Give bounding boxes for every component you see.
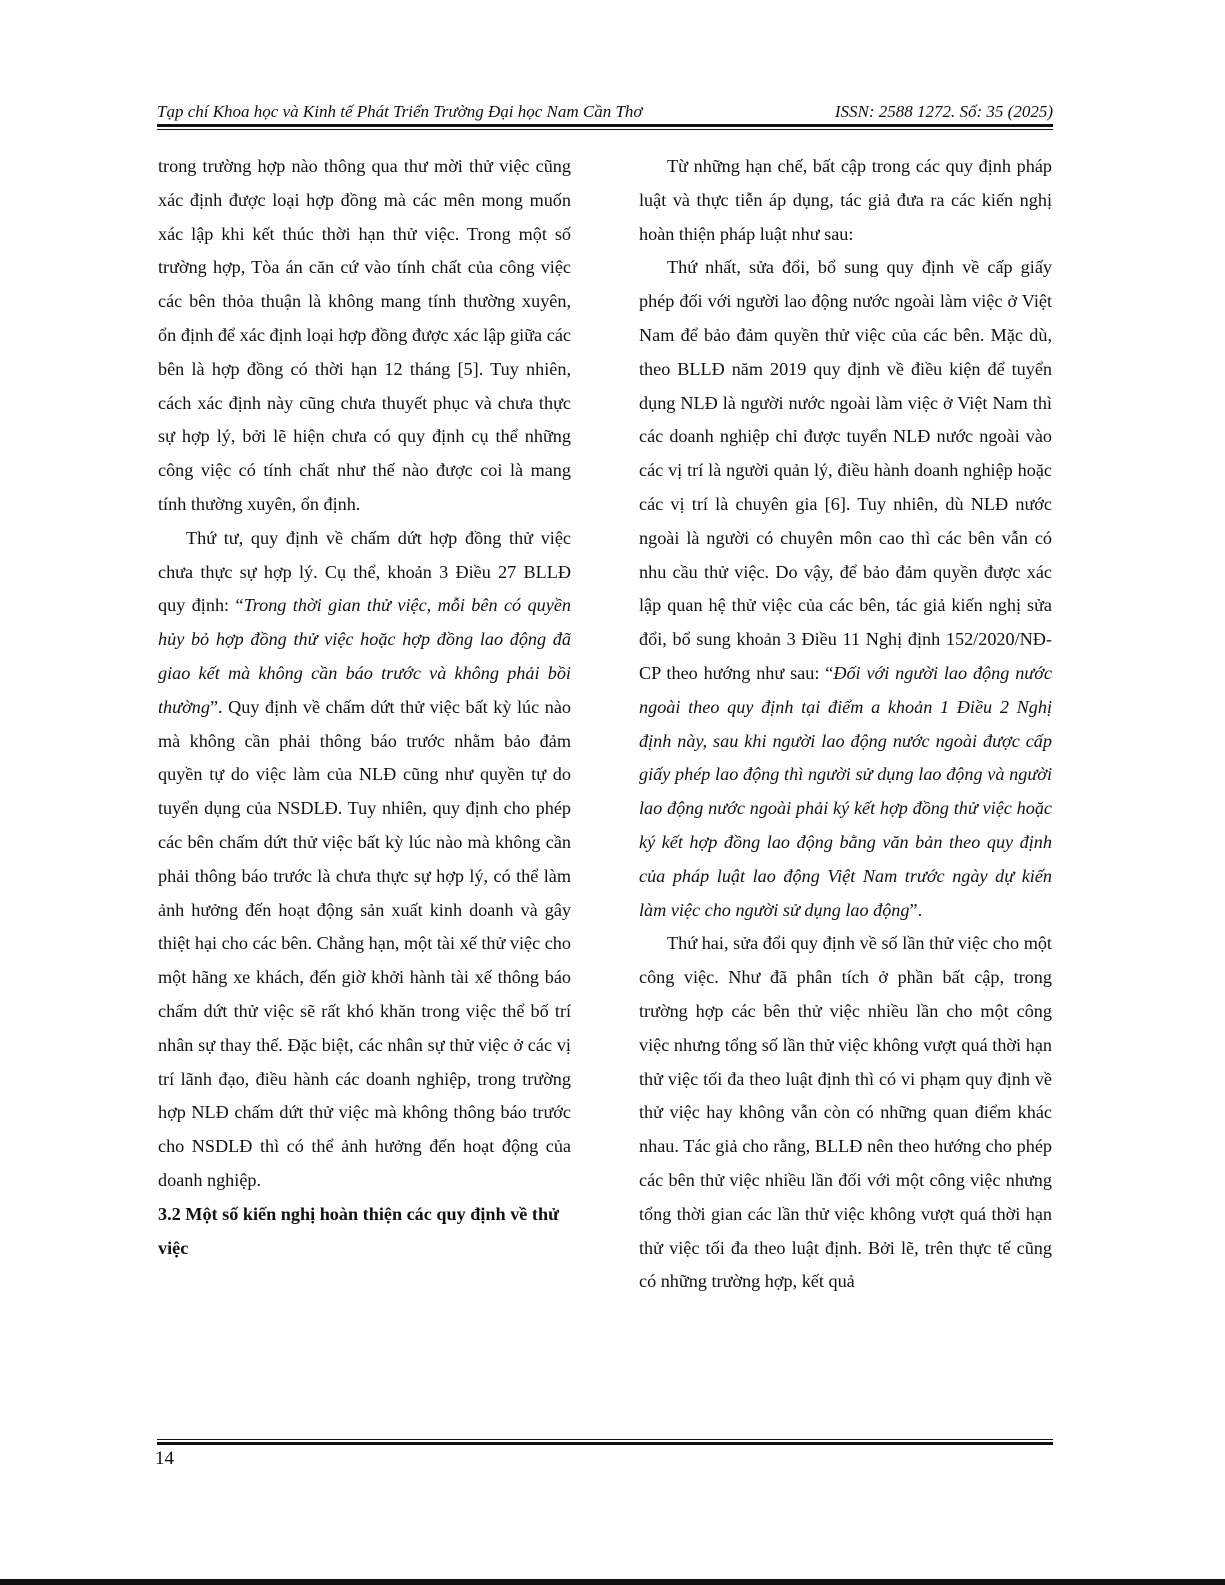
left-column bbox=[158, 150, 571, 1265]
right-paragraph-2-quote: Đối với người lao động nước ngoài theo quy định tại điểm a khoản 1 Điều 2 Nghị định này, sau khi người lao động nước ngoài được cấp giấy phép lao động thì người sử dụng lao động và người lao động nước ngoài phải ký kết hợp đồng thử việc hoặc ký kết hợp đồng lao động bằng văn bản theo quy định của pháp luật lao động Việt Nam trước ngày dự kiến làm việc cho người sử dụng lao động bbox=[639, 662, 1052, 920]
running-header bbox=[157, 100, 1053, 124]
page-number: 14 bbox=[155, 1448, 174, 1469]
left-paragraph-2 bbox=[158, 522, 571, 1198]
left-paragraph-2-body: ”. Quy định về chấm dứt thử việc bất kỳ lúc nào mà không cần phải thông báo trước nhằm bảo đảm quyền tự do việc làm của NLĐ cũng như quyền tự do tuyển dụng của NSDLĐ. Tuy nhiên, quy định cho phép các bên chấm dứt thử việc bất kỳ lúc nào mà không cần phải thông báo trước là chưa thực sự hợp lý, có thể làm ảnh hưởng đến hoạt động sản xuất kinh doanh và gây thiệt hại cho các bên. Chẳng hạn, một tài xế thử việc cho một hãng xe khách, đến giờ khởi hành tài xế thông báo chấm dứt thử việc sẽ rất khó khăn trong việc thể bố trí nhân sự thay thế. Đặc biệt, các nhân sự thử việc ở các vị trí lãnh đạo, điều hành các doanh nghiệp, trong trường hợp NLĐ chấm dứt thử việc mà không thông báo trước cho NSDLĐ thì có thể ảnh hưởng đến hoạt động của doanh nghiệp. bbox=[158, 696, 571, 1190]
right-column bbox=[639, 150, 1052, 1299]
left-paragraph-1: trong trường hợp nào thông qua thư mời thử việc cũng xác định được loại hợp đồng mà các mên mong muốn xác lập khi kết thúc thời hạn thử việc. Trong một số trường hợp, Tòa án căn cứ vào tính chất của công việc các bên thỏa thuận là không mang tính thường xuyên, ổn định để xác định loại hợp đồng được xác lập giữa các bên là hợp đồng có thời hạn 12 tháng [5]. Tuy nhiên, cách xác định này cũng chưa thuyết phục và chưa thực sự hợp lý, bởi lẽ hiện chưa có quy định cụ thể những công việc có tính chất như thế nào được coi là mang tính thường xuyên, ổn định. bbox=[158, 156, 571, 514]
left-paragraph-2-intro: Thứ tư, quy định về chấm dứt hợp đồng thử việc chưa thực sự hợp lý. Cụ thể, khoản 3 Điều 27 BLLĐ quy định: “ bbox=[158, 527, 571, 616]
left-paragraph-2-quote: Trong thời gian thử việc, mỗi bên có quyền hủy bỏ hợp đồng thử việc hoặc hợp đồng lao động đã giao kết mà không cần báo trước và không phải bồi thường bbox=[158, 595, 571, 717]
right-paragraph-2-end: ”. bbox=[909, 899, 923, 920]
right-paragraph-2-intro: Thứ nhất, sửa đổi, bổ sung quy định về cấp giấy phép đối với người lao động nước ngoài làm việc ở Việt Nam để bảo đảm quyền thử việc của các bên. Mặc dù, theo BLLĐ năm 2019 quy định về điều kiện để tuyển dụng NLĐ là người nước ngoài làm việc ở Việt Nam thì các doanh nghiệp chỉ được tuyển NLĐ nước ngoài vào các vị trí là người quản lý, điều hành doanh nghiệp hoặc các vị trí là chuyên gia [6]. Tuy nhiên, dù NLĐ nước ngoài là người có chuyên môn cao thì các bên vẫn có nhu cầu thử việc. Do vậy, để bảo đảm quyền được xác lập quan hệ thử việc của các bên, tác giả kiến nghị sửa đổi, bổ sung khoản 3 Điều 11 Nghị định 152/2020/NĐ-CP theo hướng như sau: “ bbox=[639, 257, 1052, 683]
journal-title: Tạp chí Khoa học và Kinh tế Phát Triển Trường Đại học Nam Cần Thơ bbox=[157, 102, 643, 121]
section-heading: 3.2 Một số kiến nghị hoàn thiện các quy định về thử việc bbox=[158, 1203, 560, 1258]
footer-rule-thin bbox=[157, 1439, 1053, 1440]
right-paragraph-2 bbox=[639, 251, 1052, 927]
footer-rule-thick bbox=[157, 1442, 1053, 1445]
right-paragraph-1: Từ những hạn chế, bất cập trong các quy định pháp luật và thực tiễn áp dụng, tác giả đưa ra các kiến nghị hoàn thiện pháp luật như sau: bbox=[639, 156, 1052, 244]
scan-bottom-edge bbox=[0, 1579, 1225, 1585]
header-rule-thick bbox=[157, 124, 1053, 127]
header-rule-thin bbox=[157, 129, 1053, 130]
issn-issue: ISSN: 2588 1272. Số: 35 (2025) bbox=[834, 102, 1053, 121]
right-paragraph-3: Thứ hai, sửa đổi quy định về số lần thử việc cho một công việc. Như đã phân tích ở phần bất cập, trong trường hợp các bên thử việc nhiều lần cho một công việc nhưng tổng số lần thử việc không vượt quá thời hạn thử việc tối đa theo luật định thì có vi phạm quy định về thử việc hay không vẫn còn có những quan điểm khác nhau. Tác giả cho rằng, BLLĐ nên theo hướng cho phép các bên thử việc nhiều lần đối với một công việc nhưng tổng thời gian các lần thử việc không vượt quá thời hạn thử việc tối đa theo luật định. Bởi lẽ, trên thực tế cũng có những trường hợp, kết quả bbox=[639, 933, 1052, 1292]
